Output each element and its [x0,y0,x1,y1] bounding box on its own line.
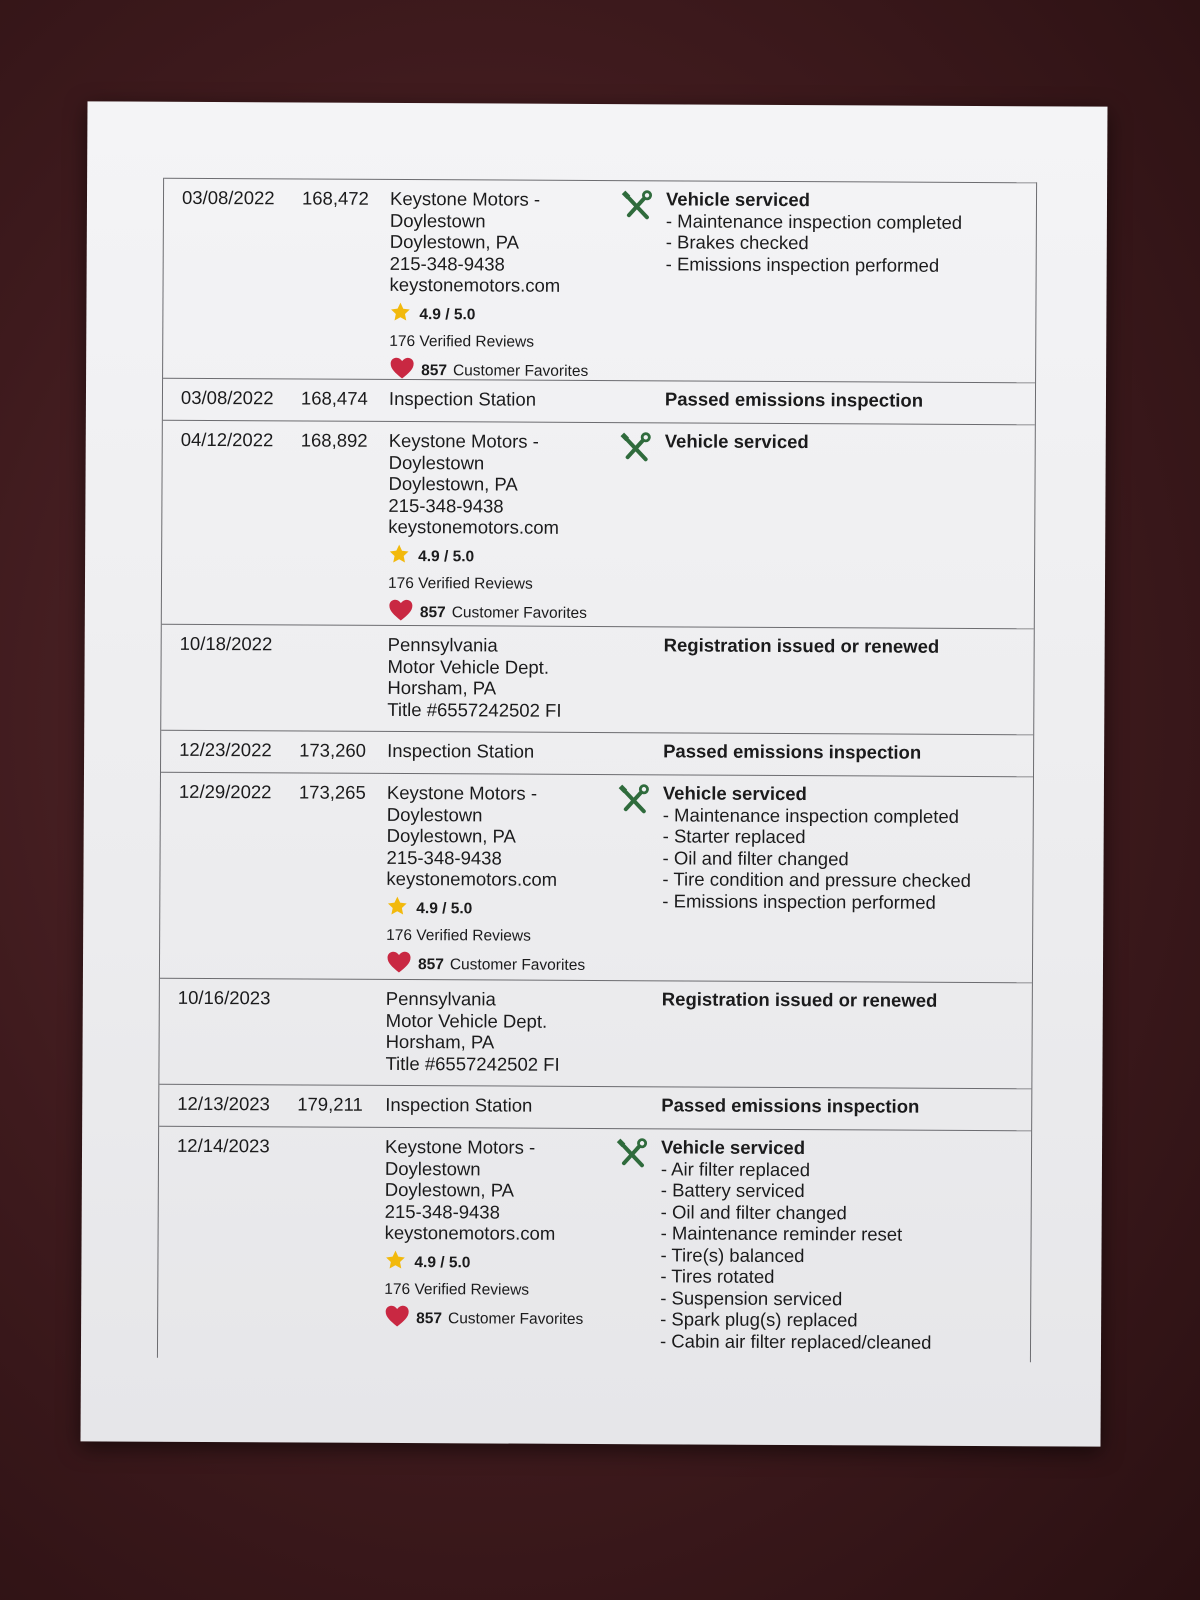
record-date: 10/16/2023 [177,986,271,1009]
comment-detail: - Brakes checked [665,231,809,254]
comment-title: Vehicle serviced [664,430,809,453]
rating-value: 4.9 / 5.0 [419,306,476,324]
record-date: 12/13/2023 [177,1092,270,1115]
rating-value: 4.9 / 5.0 [416,900,473,918]
record-comments [662,782,1033,913]
record-date: 12/14/2023 [176,1134,270,1157]
history-record [161,624,1034,735]
history-record [163,178,1036,383]
comment-detail: - Cabin air filter replaced/cleaned [659,1329,932,1353]
record-source [389,188,650,387]
source-line: Keystone Motors - [388,429,539,452]
source-line: Title #6557242502 FI [387,698,562,721]
source-website-link[interactable]: keystonemotors.com [386,867,558,890]
source-line: Motor Vehicle Dept. [387,655,550,678]
source-line: Doylestown, PA [384,1178,515,1201]
record-comments [661,1094,1031,1117]
record-date: 04/12/2022 [180,428,274,451]
comment-detail: - Tire condition and pressure checked [662,868,972,891]
verified-reviews: 176 Verified Reviews [387,574,533,593]
comment-detail: - Air filter replaced [660,1157,811,1180]
source-line: 215-348-9438 [384,1200,500,1223]
heart-icon [388,597,414,628]
rating-value: 4.9 / 5.0 [418,548,475,566]
source-line: Inspection Station [388,387,537,410]
record-comments [665,430,1035,453]
source-rating [389,300,649,330]
comment-title: Passed emissions inspection [664,388,924,411]
star-icon [388,542,410,571]
favorites-count: 857 [419,604,446,622]
record-source [386,782,647,981]
source-line: 215-348-9438 [386,846,502,869]
star-icon [386,894,408,923]
rating-value: 4.9 / 5.0 [414,1254,471,1272]
favorites-label: Customer Favorites [451,604,587,622]
comment-detail: - Maintenance reminder reset [660,1222,903,1245]
comment-detail: - Spark plug(s) replaced [660,1308,858,1331]
favorites-label: Customer Favorites [447,1310,584,1328]
record-odometer: 173,265 [298,781,366,803]
record-date: 03/08/2022 [181,186,275,209]
source-line: Doylestown [388,451,485,473]
history-record [158,1126,1031,1363]
source-line: Inspection Station [387,739,535,762]
star-icon [384,1248,406,1277]
comment-detail: - Maintenance inspection completed [665,209,963,233]
record-source [384,1136,645,1335]
record-source [385,1094,645,1117]
comment-detail: - Oil and filter changed [660,1200,847,1223]
favorites-count: 857 [421,362,448,380]
customer-favorites [386,949,646,981]
history-record [160,772,1033,983]
wrench-screwdriver-icon [615,1137,649,1171]
record-odometer: 168,474 [300,387,368,409]
source-rating [388,542,648,572]
source-line: Inspection Station [385,1093,533,1116]
record-source [388,430,649,629]
source-line: Title #6557242502 FI [385,1052,560,1075]
source-line: Doylestown, PA [389,230,520,253]
heart-icon [384,1303,410,1334]
heart-icon [386,949,412,980]
source-line: Motor Vehicle Dept. [385,1009,548,1032]
paper-page [80,101,1107,1446]
source-line: 215-348-9438 [388,494,504,517]
comment-detail: - Emissions inspection performed [662,889,936,913]
record-comments [663,740,1033,763]
record-odometer: 179,211 [297,1093,363,1115]
record-comments [666,188,1036,276]
record-date: 03/08/2022 [180,386,274,409]
source-line: Pennsylvania [385,987,496,1010]
source-line: Doylestown [389,209,486,231]
record-source [385,988,645,1075]
source-line: Pennsylvania [387,633,498,656]
record-date: 10/18/2022 [179,632,273,655]
source-rating [386,894,646,924]
history-record [161,730,1033,777]
source-website-link[interactable]: keystonemotors.com [389,273,561,296]
comment-detail: - Starter replaced [662,825,806,848]
vehicle-history-table [157,178,1037,1363]
comment-title: Passed emissions inspection [661,1094,920,1117]
source-line: Keystone Motors - [389,187,541,210]
source-line: Doylestown, PA [386,824,516,847]
comment-title: Vehicle serviced [662,782,807,805]
comment-detail: - Emissions inspection performed [665,252,940,276]
source-line: 215-348-9438 [389,252,505,275]
verified-reviews: 176 Verified Reviews [384,1280,530,1299]
source-line: Keystone Motors - [384,1135,536,1158]
wrench-screwdriver-icon [619,431,653,465]
comment-detail: - Oil and filter changed [662,846,849,869]
record-odometer: 168,892 [300,429,368,451]
comment-title: Vehicle serviced [660,1136,806,1159]
record-comments [664,634,1034,657]
source-website-link[interactable]: keystonemotors.com [388,515,560,538]
source-line: Doylestown [384,1157,481,1179]
comment-detail: - Suspension serviced [660,1286,843,1309]
comment-detail: - Tire(s) balanced [660,1243,805,1266]
favorites-count: 857 [416,1310,443,1328]
comment-detail: - Battery serviced [660,1179,805,1202]
record-date: 12/23/2022 [179,738,272,761]
comment-detail: - Maintenance inspection completed [662,803,960,827]
source-line: Horsham, PA [385,1030,495,1053]
favorites-label: Customer Favorites [449,956,586,974]
comment-title: Registration issued or renewed [661,988,938,1011]
source-line: Keystone Motors - [386,781,538,804]
record-comments [660,1136,1031,1353]
record-odometer: 173,260 [299,739,367,761]
customer-favorites [384,1303,644,1335]
verified-reviews: 176 Verified Reviews [386,926,531,945]
comment-detail: - Tires rotated [660,1265,775,1287]
wrench-screwdriver-icon [620,189,654,223]
record-source [389,388,649,411]
comment-title: Vehicle serviced [665,188,811,211]
history-record [162,420,1035,629]
star-icon [389,300,411,329]
favorites-label: Customer Favorites [452,362,589,380]
comment-title: Passed emissions inspection [663,740,922,763]
comment-title: Registration issued or renewed [663,634,940,657]
source-line: Doylestown, PA [388,472,518,495]
source-website-link[interactable]: keystonemotors.com [384,1221,556,1244]
wrench-screwdriver-icon [617,783,651,817]
record-comments [662,988,1032,1011]
history-record [159,978,1032,1089]
record-source [387,740,647,763]
source-rating [384,1248,644,1278]
source-line: Horsham, PA [387,676,497,699]
record-date: 12/29/2022 [178,780,272,803]
record-comments [665,388,1035,411]
record-source [387,634,647,721]
source-line: Doylestown [386,803,483,825]
history-record [163,378,1035,425]
verified-reviews: 176 Verified Reviews [389,332,535,351]
favorites-count: 857 [417,956,444,974]
record-odometer: 168,472 [301,187,369,209]
history-record [159,1084,1031,1131]
